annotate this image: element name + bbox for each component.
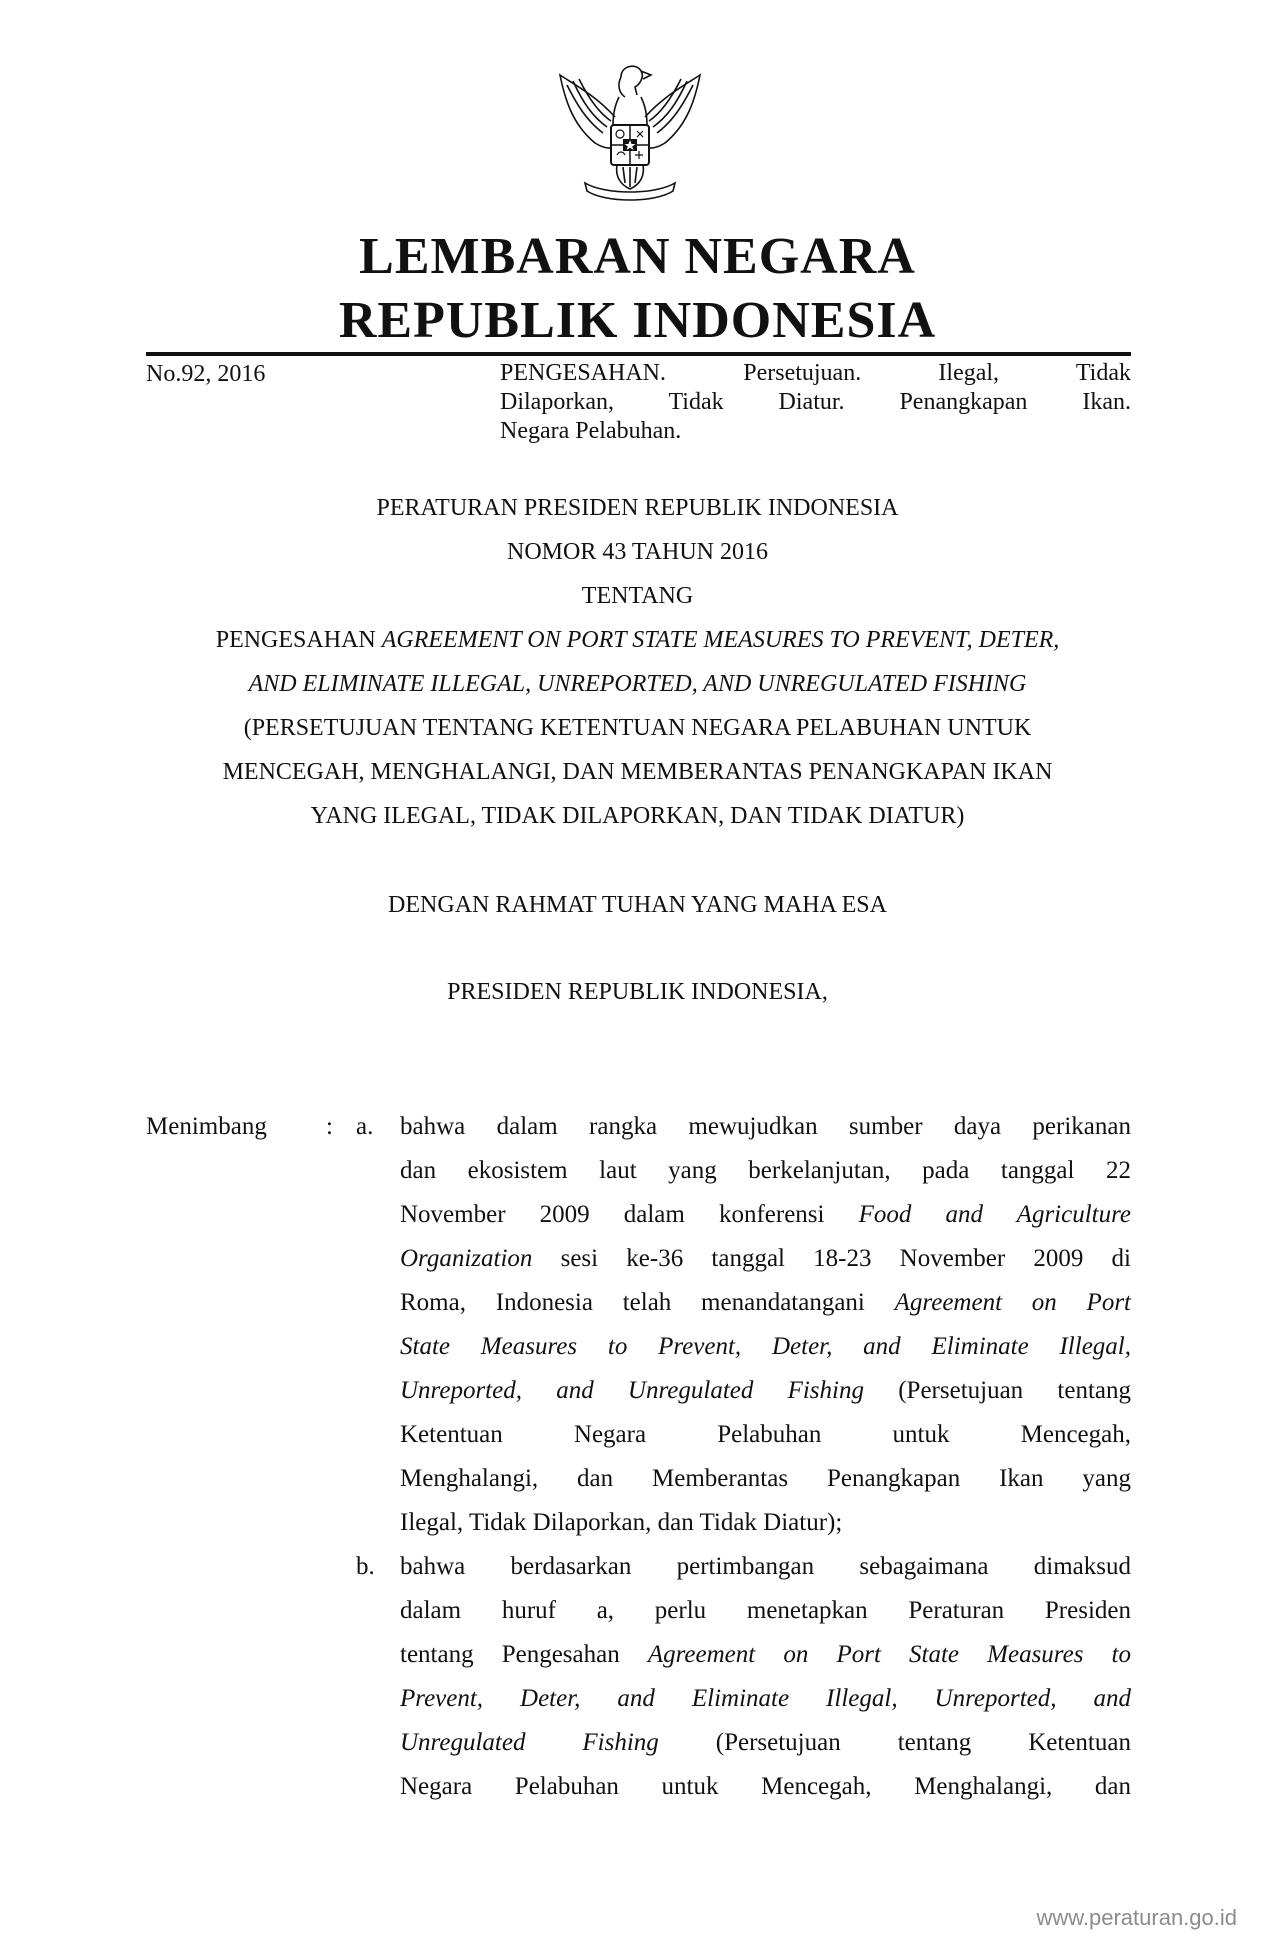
preamble-president: [0, 970, 1275, 1014]
consideration-italic-text: Unregulated Fishing: [400, 1729, 659, 1756]
issue-number: No.92, 2016: [146, 361, 266, 387]
preamble-president-text: PRESIDEN REPUBLIK INDONESIA,: [447, 979, 828, 1005]
consideration-text: (Persetujuan tentang: [898, 1377, 1131, 1404]
regulation-number: NOMOR 43 TAHUN 2016: [507, 539, 768, 565]
consideration-line: dalam huruf a, perlu menetapkan Peraturan Presiden: [400, 1597, 1131, 1624]
title-line-1: [0, 618, 1275, 662]
regulation-title: [0, 618, 1275, 838]
consideration-text: Roma, Indonesia telah menandatangani: [400, 1289, 865, 1316]
consideration-line: Negara Pelabuhan untuk Mencegah, Menghalangi, dan: [400, 1773, 1131, 1800]
consideration-italic-text: Agreement on Port: [894, 1289, 1132, 1316]
title-line-4: MENCEGAH, MENGHALANGI, DAN MEMBERANTAS PENANGKAPAN IKAN: [222, 759, 1053, 785]
consideration-line: Prevent, Deter, and Eliminate Illegal, Unreported, and: [400, 1685, 1131, 1712]
consideration-line: bahwa berdasarkan pertimbangan sebagaimana dimaksud: [400, 1553, 1131, 1580]
consideration-text: tentang Pengesahan: [400, 1641, 620, 1668]
menimbang-colon: :: [326, 1113, 333, 1140]
regulation-about: TENTANG: [581, 583, 694, 609]
consideration-a: [400, 1105, 1131, 1545]
consideration-text: sesi ke-36 tanggal 18-23 November 2009 di: [560, 1245, 1132, 1272]
consideration-italic-text: Agreement on Port State Measures to: [647, 1641, 1131, 1668]
consideration-line: Ilegal, Tidak Dilaporkan, dan Tidak Diatur);: [400, 1509, 843, 1536]
title-line-3: (PERSETUJUAN TENTANG KETENTUAN NEGARA PELABUHAN UNTUK: [243, 715, 1032, 741]
consideration-line: State Measures to Prevent, Deter, and Eliminate Illegal,: [400, 1333, 1131, 1360]
issue-subject: [500, 359, 1131, 446]
masthead-divider: [146, 352, 1131, 356]
title-line-5: YANG ILEGAL, TIDAK DILAPORKAN, DAN TIDAK DIATUR): [310, 803, 965, 829]
consideration-italic-text: Organization: [400, 1245, 533, 1272]
title-agreement-name: AGREEMENT ON PORT STATE MEASURES TO PREVENT, DETER,: [381, 627, 1060, 653]
consideration-line: Ketentuan Negara Pelabuhan untuk Mencegah,: [400, 1421, 1131, 1448]
consideration-letter-b: b.: [356, 1553, 375, 1580]
garuda-emblem-icon: [555, 55, 705, 210]
garuda-pancasila-emblem: [555, 55, 705, 210]
issue-subject-line: PENGESAHAN. Persetujuan. Ilegal, Tidak: [500, 360, 1131, 386]
consideration-b: [400, 1545, 1131, 1809]
consideration-text: November 2009 dalam konferensi: [400, 1201, 825, 1228]
consideration-line: [400, 1369, 1131, 1413]
footer-website-url: www.peraturan.go.id: [1036, 1905, 1237, 1930]
consideration-line: [400, 1281, 1131, 1325]
consideration-italic-text: Unreported, and Unregulated Fishing: [400, 1377, 864, 1404]
consideration-line: [400, 1237, 1131, 1281]
issue-subject-line: Dilaporkan, Tidak Diatur. Penangkapan Ikan.: [500, 389, 1131, 415]
regulation-type: PERATURAN PRESIDEN REPUBLIK INDONESIA: [376, 495, 899, 521]
consideration-line: [400, 1633, 1131, 1677]
title-prefix: PENGESAHAN: [215, 627, 376, 653]
menimbang-label: Menimbang: [146, 1113, 267, 1140]
consideration-line: [400, 1721, 1131, 1765]
consideration-text: (Persetujuan tentang Ketentuan: [715, 1729, 1131, 1756]
regulation-heading: [0, 486, 1275, 618]
issue-subject-line: Negara Pelabuhan.: [500, 418, 682, 444]
title-line-2: AND ELIMINATE ILLEGAL, UNREPORTED, AND UNREGULATED FISHING: [248, 671, 1027, 697]
consideration-italic-text: Food and Agriculture: [858, 1201, 1131, 1228]
masthead-title-line-2: REPUBLIK INDONESIA: [338, 292, 937, 349]
masthead-title-line-1: LEMBARAN NEGARA: [359, 228, 916, 285]
consideration-line: bahwa dalam rangka mewujudkan sumber daya perikanan: [400, 1113, 1131, 1140]
consideration-line: [400, 1193, 1131, 1237]
preamble-rahmat-text: DENGAN RAHMAT TUHAN YANG MAHA ESA: [388, 892, 887, 918]
consideration-letter-a: a.: [356, 1113, 374, 1140]
consideration-line: dan ekosistem laut yang berkelanjutan, pada tanggal 22: [400, 1157, 1131, 1184]
preamble-rahmat: [0, 883, 1275, 927]
consideration-line: Menghalangi, dan Memberantas Penangkapan Ikan yang: [400, 1465, 1131, 1492]
